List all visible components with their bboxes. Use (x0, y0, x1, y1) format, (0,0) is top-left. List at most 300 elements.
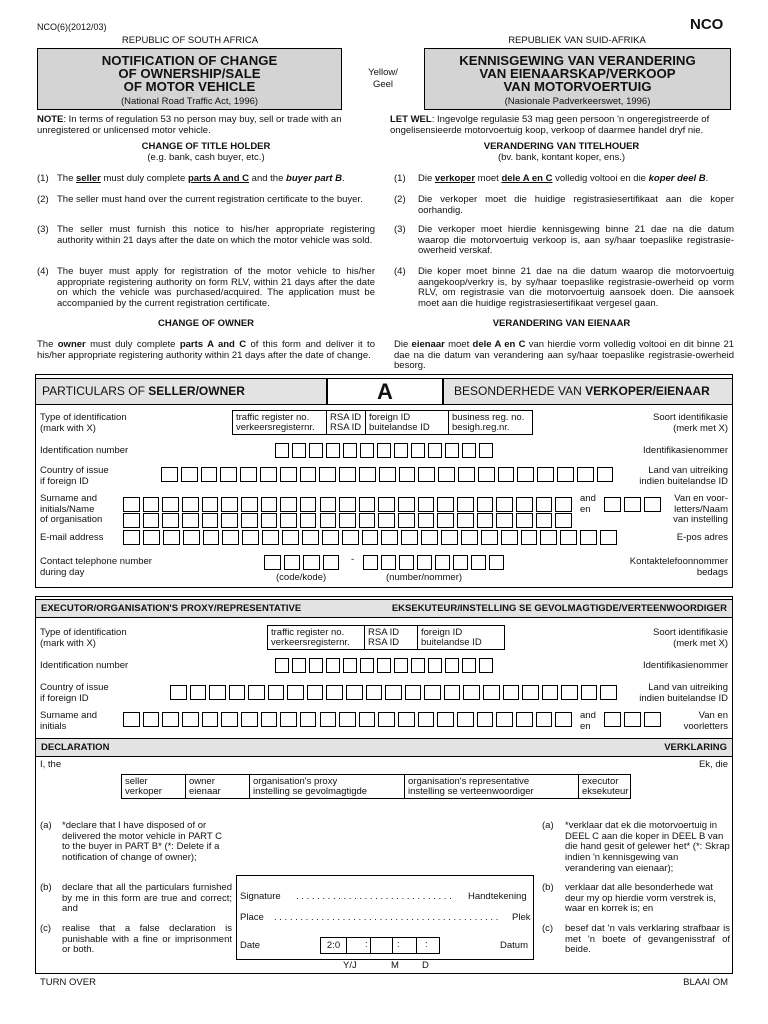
title-holder-af (390, 142, 733, 163)
char-cell[interactable] (359, 467, 376, 482)
item-en-4-num: (4) (37, 266, 49, 277)
char-cell[interactable] (359, 712, 376, 727)
char-cell[interactable] (162, 497, 179, 512)
char-cell[interactable] (417, 555, 432, 570)
a-and-af: en (580, 504, 591, 515)
char-cell[interactable] (261, 497, 278, 512)
char-cell[interactable] (496, 513, 513, 528)
a-id-number-label-en: Identification number (40, 445, 129, 456)
char-cell[interactable] (275, 658, 289, 673)
char-cell[interactable] (322, 530, 339, 545)
char-cell[interactable] (557, 467, 574, 482)
char-cell[interactable] (477, 712, 494, 727)
a-opt-business-reg[interactable]: business reg. no. besigh.reg.nr. (452, 412, 525, 434)
decl-af-b-num: (b) (542, 882, 554, 893)
char-cell[interactable] (418, 513, 435, 528)
form-id: NCO (690, 16, 724, 33)
signature-label-af: Handtekening (468, 891, 527, 902)
char-cell[interactable] (438, 467, 455, 482)
char-cell[interactable] (624, 497, 641, 512)
char-cell[interactable] (418, 467, 435, 482)
char-cell[interactable] (489, 555, 504, 570)
p-id-number-input[interactable] (275, 658, 495, 673)
char-cell[interactable] (437, 712, 454, 727)
char-cell[interactable] (435, 555, 450, 570)
char-cell[interactable] (260, 467, 277, 482)
country-af: REPUBLIEK VAN SUID-AFRIKA (508, 35, 646, 46)
date-d-caption: D (422, 960, 429, 971)
char-cell[interactable] (307, 685, 324, 700)
char-cell[interactable] (424, 685, 441, 700)
p-country-label-en: Country of issue if foreign ID (40, 682, 109, 704)
char-cell[interactable] (453, 555, 468, 570)
char-cell[interactable] (411, 443, 425, 458)
char-cell[interactable] (461, 530, 478, 545)
char-cell[interactable] (441, 530, 458, 545)
char-cell[interactable] (445, 443, 459, 458)
char-cell[interactable] (597, 467, 614, 482)
p-initials-input[interactable] (604, 712, 664, 727)
a-phone-label-en: Contact telephone number during day (40, 556, 152, 578)
char-cell[interactable] (437, 513, 454, 528)
p-opt-foreign-id[interactable]: foreign ID buitelandse ID (421, 627, 482, 649)
item-en-3-num: (3) (37, 224, 49, 235)
char-cell[interactable] (300, 497, 317, 512)
char-cell[interactable] (346, 685, 363, 700)
a-code-caption: (code/kode) (276, 572, 327, 583)
char-cell[interactable] (399, 555, 414, 570)
a-surname-input[interactable] (123, 497, 575, 512)
char-cell[interactable] (542, 685, 559, 700)
char-cell[interactable] (363, 555, 378, 570)
char-cell[interactable] (385, 685, 402, 700)
title-en-3: OF MOTOR VEHICLE (123, 79, 256, 95)
p-opt-rsa-id[interactable]: RSA ID RSA ID (365, 626, 418, 649)
item-en-2-num: (2) (37, 194, 49, 205)
char-cell[interactable] (604, 712, 621, 727)
decl-en-b-num: (b) (40, 882, 52, 893)
item-en-3-wrap (37, 225, 375, 246)
char-cell[interactable] (600, 685, 617, 700)
signature-line[interactable]: . . . . . . . . . . . . . . . . . . . . . . . . . . . . . . (296, 891, 452, 902)
a-email-input[interactable] (123, 530, 620, 545)
date-sep-3: : (425, 939, 428, 950)
char-cell[interactable] (581, 685, 598, 700)
a-opt-rsa-id[interactable]: RSA ID RSA ID (327, 411, 366, 434)
char-cell[interactable] (536, 497, 553, 512)
char-cell[interactable] (471, 555, 486, 570)
char-cell[interactable] (202, 712, 219, 727)
char-cell[interactable] (379, 467, 396, 482)
char-cell[interactable] (411, 658, 425, 673)
char-cell[interactable] (261, 513, 278, 528)
char-cell[interactable] (183, 530, 200, 545)
char-cell[interactable] (280, 712, 297, 727)
char-cell[interactable] (362, 530, 379, 545)
color-af: Geel (372, 79, 394, 90)
change-owner-en-heading: CHANGE OF OWNER (157, 318, 255, 329)
char-cell[interactable] (342, 530, 359, 545)
char-cell[interactable] (280, 497, 297, 512)
char-cell[interactable] (343, 443, 357, 458)
char-cell[interactable] (560, 530, 577, 545)
char-cell[interactable] (339, 712, 356, 727)
char-cell[interactable] (516, 513, 533, 528)
char-cell[interactable] (284, 555, 301, 570)
item-en-4: The buyer must apply for registration of the motor vehicle to his/her appropriate registering authority on form RLV, within 21 days after the date on which the vehicle was purchased/acquired. The application must be accompanied by the current registration certificate. (57, 266, 375, 309)
char-cell[interactable] (479, 443, 493, 458)
char-cell[interactable] (123, 530, 140, 545)
char-cell[interactable] (292, 658, 306, 673)
char-cell[interactable] (320, 497, 337, 512)
char-cell[interactable] (600, 530, 617, 545)
place-label-af: Plek (512, 912, 531, 923)
char-cell[interactable] (477, 497, 494, 512)
char-cell[interactable] (479, 658, 493, 673)
char-cell[interactable] (378, 513, 395, 528)
char-cell[interactable] (323, 555, 340, 570)
char-cell[interactable] (521, 530, 538, 545)
char-cell[interactable] (418, 712, 435, 727)
char-cell[interactable] (221, 513, 238, 528)
char-cell[interactable] (162, 712, 179, 727)
item-en-3: The seller must furnish this notice to his/her appropriate registering authority within 21 days after the date on which the motor vehicle was sold. (57, 224, 375, 246)
char-cell[interactable] (428, 443, 442, 458)
char-cell[interactable] (359, 497, 376, 512)
part-a-title-en: PARTICULARS OF SELLER/OWNER (35, 378, 327, 405)
a-typeid-label-af: Soort identifikasie (merk met X) (653, 412, 728, 434)
char-cell[interactable] (261, 712, 278, 727)
a-surname-label-en: Surname and initials/Name of organisation (40, 493, 103, 526)
decl-en-a-num: (a) (40, 820, 52, 831)
char-cell[interactable] (170, 685, 187, 700)
date-year-prefix: 2:0 (321, 938, 347, 953)
char-cell[interactable] (320, 712, 337, 727)
p-typeid-label-en: Type of identification (mark with X) (40, 627, 127, 649)
title-box-en (37, 48, 342, 110)
title-en-1: NOTIFICATION OF CHANGE (101, 53, 278, 68)
decl-en-c-num: (c) (40, 923, 52, 934)
p-typeid-options (267, 625, 505, 650)
item-en-2: The seller must hand over the current registration certificate to the buyer. (57, 194, 363, 205)
char-cell[interactable] (516, 712, 533, 727)
char-cell[interactable] (262, 530, 279, 545)
char-cell[interactable] (203, 530, 220, 545)
char-cell[interactable] (377, 443, 391, 458)
p-typeid-label-af: Soort identifikasie (merk met X) (653, 627, 728, 649)
char-cell[interactable] (209, 685, 226, 700)
title-holder-af-sub: (bv. bank, kontant koper, ens.) (497, 151, 626, 163)
char-cell[interactable] (162, 513, 179, 528)
char-cell[interactable] (282, 530, 299, 545)
decl-af-b: verklaar dat alle besonderhede wat deur my op hierdie vorm verstrek is, waar en korrek is; en (565, 882, 716, 915)
char-cell[interactable] (360, 443, 374, 458)
char-cell[interactable] (143, 513, 160, 528)
a-opt-traffic-register[interactable]: traffic register no. verkeersregisternr. (233, 411, 327, 434)
char-cell[interactable] (123, 497, 140, 512)
char-cell[interactable] (339, 467, 356, 482)
char-cell[interactable] (240, 467, 257, 482)
char-cell[interactable] (300, 513, 317, 528)
char-cell[interactable] (503, 685, 520, 700)
char-cell[interactable] (457, 513, 474, 528)
role-representative[interactable]: organisation's representative instelling se verteenwoordiger (405, 775, 579, 798)
char-cell[interactable] (561, 685, 578, 700)
char-cell[interactable] (300, 467, 317, 482)
char-cell[interactable] (536, 712, 553, 727)
char-cell[interactable] (522, 685, 539, 700)
item-af-3-wrap (394, 225, 734, 257)
char-cell[interactable] (339, 513, 356, 528)
char-cell[interactable] (202, 513, 219, 528)
char-cell[interactable] (381, 555, 396, 570)
char-cell[interactable] (604, 497, 621, 512)
char-cell[interactable] (280, 467, 297, 482)
char-cell[interactable] (381, 530, 398, 545)
note-en-label: NOTE (37, 114, 64, 125)
char-cell[interactable] (300, 712, 317, 727)
char-cell[interactable] (280, 513, 297, 528)
char-cell[interactable] (477, 513, 494, 528)
item-af-4-wrap (394, 267, 734, 310)
declaration-title-en: DECLARATION (41, 742, 110, 753)
char-cell[interactable] (398, 497, 415, 512)
char-cell[interactable] (437, 497, 454, 512)
a-phone-number-input[interactable] (363, 555, 507, 570)
char-cell[interactable] (123, 513, 140, 528)
a-opt-foreign-id[interactable]: foreign ID buitelandse ID (366, 411, 449, 434)
item-en-4-wrap (37, 267, 375, 310)
char-cell[interactable] (221, 712, 238, 727)
char-cell[interactable] (555, 712, 572, 727)
a-surname-input-2[interactable] (123, 513, 575, 528)
date-month-1[interactable] (371, 938, 393, 953)
char-cell[interactable] (264, 555, 281, 570)
item-af-3: Die verkoper moet hierdie kennisgewing binne 21 dae na die datum waarop die motorvoertuig verkoop is, aan sy/haar toepaslike registrasie-owerheid verskaf. (418, 224, 734, 257)
char-cell[interactable] (516, 497, 533, 512)
char-cell[interactable] (222, 530, 239, 545)
char-cell[interactable] (540, 530, 557, 545)
char-cell[interactable] (644, 712, 661, 727)
char-cell[interactable] (343, 658, 357, 673)
char-cell[interactable] (143, 712, 160, 727)
char-cell[interactable] (624, 712, 641, 727)
country-en: REPUBLIC OF SOUTH AFRICA (121, 35, 259, 46)
item-af-1-num: (1) (394, 173, 406, 184)
date-m-caption: M (391, 960, 399, 971)
char-cell[interactable] (496, 712, 513, 727)
char-cell[interactable] (143, 497, 160, 512)
char-cell[interactable] (181, 467, 198, 482)
char-cell[interactable] (202, 497, 219, 512)
decl-ek-die: Ek, die (698, 759, 728, 770)
char-cell[interactable] (248, 685, 265, 700)
title-holder-en-heading: CHANGE OF TITLE HOLDER (141, 141, 271, 152)
color-en: Yellow/ (368, 67, 398, 78)
char-cell[interactable] (339, 497, 356, 512)
char-cell[interactable] (221, 497, 238, 512)
char-cell[interactable] (309, 658, 323, 673)
char-cell[interactable] (268, 685, 285, 700)
a-and-en: and (580, 493, 596, 504)
a-typeid-label-en: Type of identification (mark with X) (40, 412, 127, 434)
char-cell[interactable] (287, 685, 304, 700)
char-cell[interactable] (478, 467, 495, 482)
char-cell[interactable] (401, 530, 418, 545)
char-cell[interactable] (444, 685, 461, 700)
item-af-2: Die verkoper moet die huidige registrasiesertifikaat aan die koper oorhandig. (418, 194, 734, 216)
p-surname-label-en: Surname and initials (40, 710, 98, 732)
title-holder-en-sub: (e.g. bank, cash buyer, etc.) (147, 151, 265, 163)
place-line[interactable]: . . . . . . . . . . . . . . . . . . . . . . . . . . . . . . . . . . . . . . . . . . . (274, 912, 499, 923)
char-cell[interactable] (378, 712, 395, 727)
char-cell[interactable] (359, 513, 376, 528)
a-country-input[interactable] (161, 467, 617, 482)
char-cell[interactable] (320, 513, 337, 528)
title-af-3: VAN MOTORVOERTUIG (503, 79, 652, 95)
role-proxy[interactable]: organisation's proxy instelling se gevolmagtigde (250, 775, 405, 798)
char-cell[interactable] (303, 555, 320, 570)
char-cell[interactable] (496, 497, 513, 512)
note-af (390, 115, 733, 136)
proxy-title-bar (35, 599, 733, 618)
char-cell[interactable] (457, 497, 474, 512)
footer-turn-over[interactable]: TURN OVER (40, 977, 96, 988)
place-label-en: Place (240, 912, 264, 923)
char-cell[interactable] (319, 467, 336, 482)
char-cell[interactable] (501, 530, 518, 545)
char-cell[interactable] (326, 443, 340, 458)
char-cell[interactable] (302, 530, 319, 545)
char-cell[interactable] (428, 658, 442, 673)
p-id-number-label-en: Identification number (40, 660, 129, 671)
char-cell[interactable] (394, 658, 408, 673)
char-cell[interactable] (241, 497, 258, 512)
decl-i-the: I, the (40, 759, 62, 770)
char-cell[interactable] (398, 513, 415, 528)
date-input[interactable] (320, 937, 440, 954)
char-cell[interactable] (190, 685, 207, 700)
decl-en-b: declare that all the particulars furnished by me in this form are true and correct; and (62, 882, 232, 915)
form-code: NCO(6)(2012/03) (37, 22, 107, 32)
declaration-title-af: VERKLARING (664, 742, 727, 753)
p-surname-input[interactable] (123, 712, 575, 727)
decl-en-a: *declare that I have disposed of or delivered the motor vehicle in PART C to the buyer in PART B* (*: Delete if a notification of change of owner); (62, 820, 222, 863)
p-and-en: and (580, 710, 596, 721)
signature-label-en: Signature (240, 891, 281, 902)
title-af-1: KENNISGEWING VAN VERANDERING (459, 53, 696, 68)
char-cell[interactable] (377, 658, 391, 673)
char-cell[interactable] (399, 467, 416, 482)
char-cell[interactable] (517, 467, 534, 482)
change-owner-af-heading: VERANDERING VAN EIENAAR (492, 318, 631, 329)
p-opt-traffic-register[interactable]: traffic register no. verkeersregisternr. (268, 626, 365, 649)
char-cell[interactable] (163, 530, 180, 545)
char-cell[interactable] (326, 658, 340, 673)
p-country-input[interactable] (170, 685, 620, 700)
char-cell[interactable] (394, 443, 408, 458)
a-typeid-options (232, 410, 533, 435)
part-a-title-af: BESONDERHEDE VAN VERKOPER/EIENAAR (443, 378, 733, 405)
char-cell[interactable] (457, 712, 474, 727)
char-cell[interactable] (182, 712, 199, 727)
date-label-en: Date (240, 940, 261, 951)
char-cell[interactable] (201, 467, 218, 482)
char-cell[interactable] (555, 497, 572, 512)
a-phone-code-input[interactable] (264, 555, 342, 570)
char-cell[interactable] (418, 497, 435, 512)
title-holder-af-heading: VERANDERING VAN TITELHOUER (483, 141, 640, 152)
char-cell[interactable] (220, 467, 237, 482)
char-cell[interactable] (309, 443, 323, 458)
char-cell[interactable] (458, 467, 475, 482)
item-af-3-num: (3) (394, 224, 406, 235)
char-cell[interactable] (483, 685, 500, 700)
role-seller[interactable]: seller verkoper (122, 775, 186, 798)
a-number-caption: (number/nommer) (386, 572, 463, 583)
p-id-number-label-af: Identifikasienommer (642, 660, 728, 671)
char-cell[interactable] (580, 530, 597, 545)
char-cell[interactable] (463, 685, 480, 700)
declaration-title-bar (35, 738, 733, 757)
items-en (37, 174, 375, 185)
char-cell[interactable] (555, 513, 572, 528)
char-cell[interactable] (292, 443, 306, 458)
act-af: (Nasionale Padverkeerswet, 1996) (504, 95, 651, 107)
a-id-number-input[interactable] (275, 443, 495, 458)
char-cell[interactable] (143, 530, 160, 545)
char-cell[interactable] (462, 443, 476, 458)
char-cell[interactable] (241, 513, 258, 528)
char-cell[interactable] (378, 497, 395, 512)
char-cell[interactable] (398, 712, 415, 727)
char-cell[interactable] (161, 467, 178, 482)
date-sep-1: : (365, 939, 368, 950)
p-surname-label-af: Van en voorletters (683, 710, 728, 732)
date-label-af: Datum (500, 940, 528, 951)
char-cell[interactable] (182, 497, 199, 512)
char-cell[interactable] (462, 658, 476, 673)
title-en-2: OF OWNERSHIP/SALE (118, 66, 261, 82)
char-cell[interactable] (360, 658, 374, 673)
char-cell[interactable] (445, 658, 459, 673)
char-cell[interactable] (366, 685, 383, 700)
date-y-caption: Y/J (343, 960, 357, 971)
char-cell[interactable] (577, 467, 594, 482)
char-cell[interactable] (537, 467, 554, 482)
char-cell[interactable] (229, 685, 246, 700)
char-cell[interactable] (536, 513, 553, 528)
item-af-4: Die koper moet binne 21 dae na die datum waarop die motorvoertuig aangekoop/verkry is, by sy/haar toepaslike registrasie-owerheid op vorm RLV, om registrasie van die motorvoertuig aansoek doen. Die aansoek moet aan die huidige registrasiesertifikaat vergesel gaan. (418, 266, 734, 309)
char-cell[interactable] (182, 513, 199, 528)
char-cell[interactable] (242, 530, 259, 545)
char-cell[interactable] (405, 685, 422, 700)
note-af-text: : Ingevolge regulasie 53 mag geen persoon 'n ongeregistreerde of ongelisensieerde motorvoertuig koop, verkoop of daarmee handel dryf nie. (390, 114, 710, 136)
char-cell[interactable] (421, 530, 438, 545)
item-en-1-num: (1) (37, 173, 49, 184)
item-af-2-num: (2) (394, 194, 406, 205)
char-cell[interactable] (275, 443, 289, 458)
footer-blaai-om[interactable]: BLAAI OM (683, 977, 728, 988)
char-cell[interactable] (481, 530, 498, 545)
role-executor[interactable]: executor eksekuteur (582, 776, 629, 798)
change-owner-af-text: Die eienaar moet dele A en C van hierdie vorm volledig voltooi en dit binne 21 dae na die datum van verandering aan sy/haar toepaslike registrasie-owerheid besorg. (394, 339, 735, 372)
role-owner[interactable]: owner eienaar (186, 775, 250, 798)
char-cell[interactable] (498, 467, 515, 482)
char-cell[interactable] (123, 712, 140, 727)
char-cell[interactable] (326, 685, 343, 700)
char-cell[interactable] (241, 712, 258, 727)
